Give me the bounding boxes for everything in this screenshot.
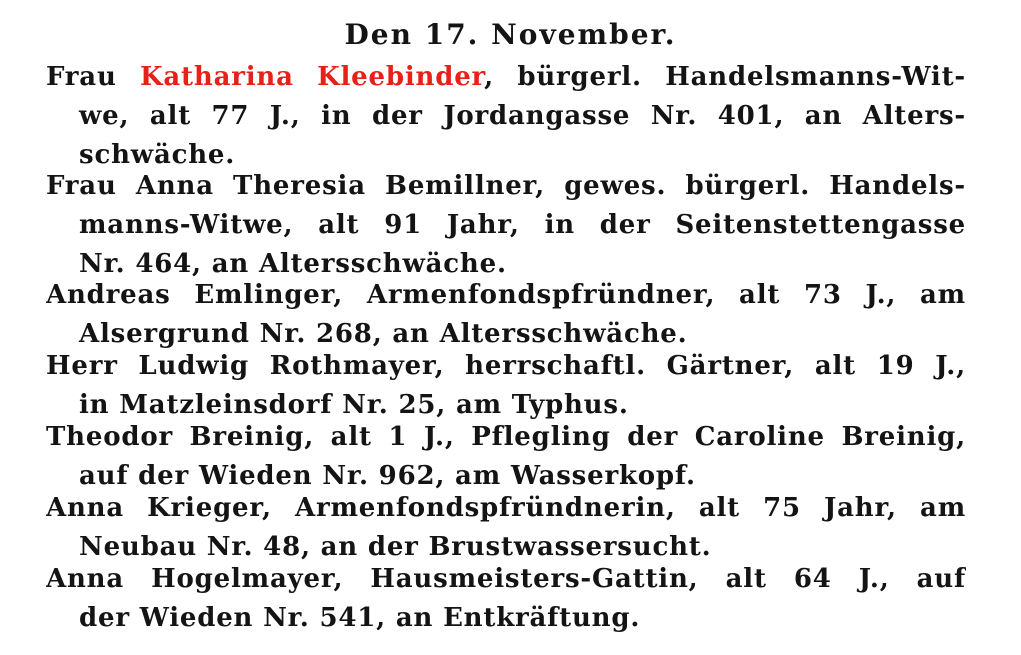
death-notice-entry	[46, 560, 966, 638]
entry-line: Alsergrund Nr. 268, an Altersschwäche.	[79, 319, 688, 349]
entry-line: Neubau Nr. 48, an der Brustwassersucht.	[79, 532, 712, 562]
entry-line: Herr Ludwig Rothmayer, herrschaftl. Gärtner, alt 19 J.,	[46, 351, 966, 381]
entry-line: der Wieden Nr. 541, an Entkräftung.	[79, 603, 641, 633]
entry-line: Anna Hogelmayer, Hausmeisters-Gattin, alt 64 J., auf	[46, 564, 966, 594]
entry-line: Nr. 464, an Altersschwäche.	[79, 249, 507, 279]
death-notice-entry	[46, 167, 966, 284]
entry-line: in Matzleinsdorf Nr. 25, am Typhus.	[79, 390, 629, 420]
death-notice-entry	[46, 418, 966, 496]
death-notice-entry	[46, 276, 966, 354]
death-notice-entry	[46, 347, 966, 425]
death-notice-entry	[46, 58, 966, 175]
entry-line	[46, 58, 966, 97]
entry-line: Theodor Breinig, alt 1 J., Pflegling der Caroline Breinig,	[46, 422, 966, 452]
entry-line-suffix: , bürgerl. Handelsmanns-Wit-	[484, 62, 966, 92]
entry-line: we, alt 77 J., in der Jordangasse Nr. 401, an Alters-	[79, 101, 966, 131]
entry-line: auf der Wieden Nr. 962, am Wasserkopf.	[79, 461, 696, 491]
highlighted-name: Katharina Kleebinder	[140, 62, 485, 92]
death-notice-entry	[46, 489, 966, 567]
entry-line-prefix: Frau	[46, 62, 141, 92]
entry-line: schwäche.	[79, 140, 236, 170]
entry-line: Andreas Emlinger, Armenfondspfründner, alt 73 J., am	[46, 280, 966, 310]
entry-line: Anna Krieger, Armenfondspfründnerin, alt 75 Jahr, am	[46, 493, 966, 523]
entry-line: Frau Anna Theresia Bemillner, gewes. bürgerl. Handels-	[46, 171, 966, 201]
date-heading: Den 17. November.	[344, 18, 677, 51]
entry-line: manns-Witwe, alt 91 Jahr, in der Seitenstettengasse	[79, 210, 966, 240]
